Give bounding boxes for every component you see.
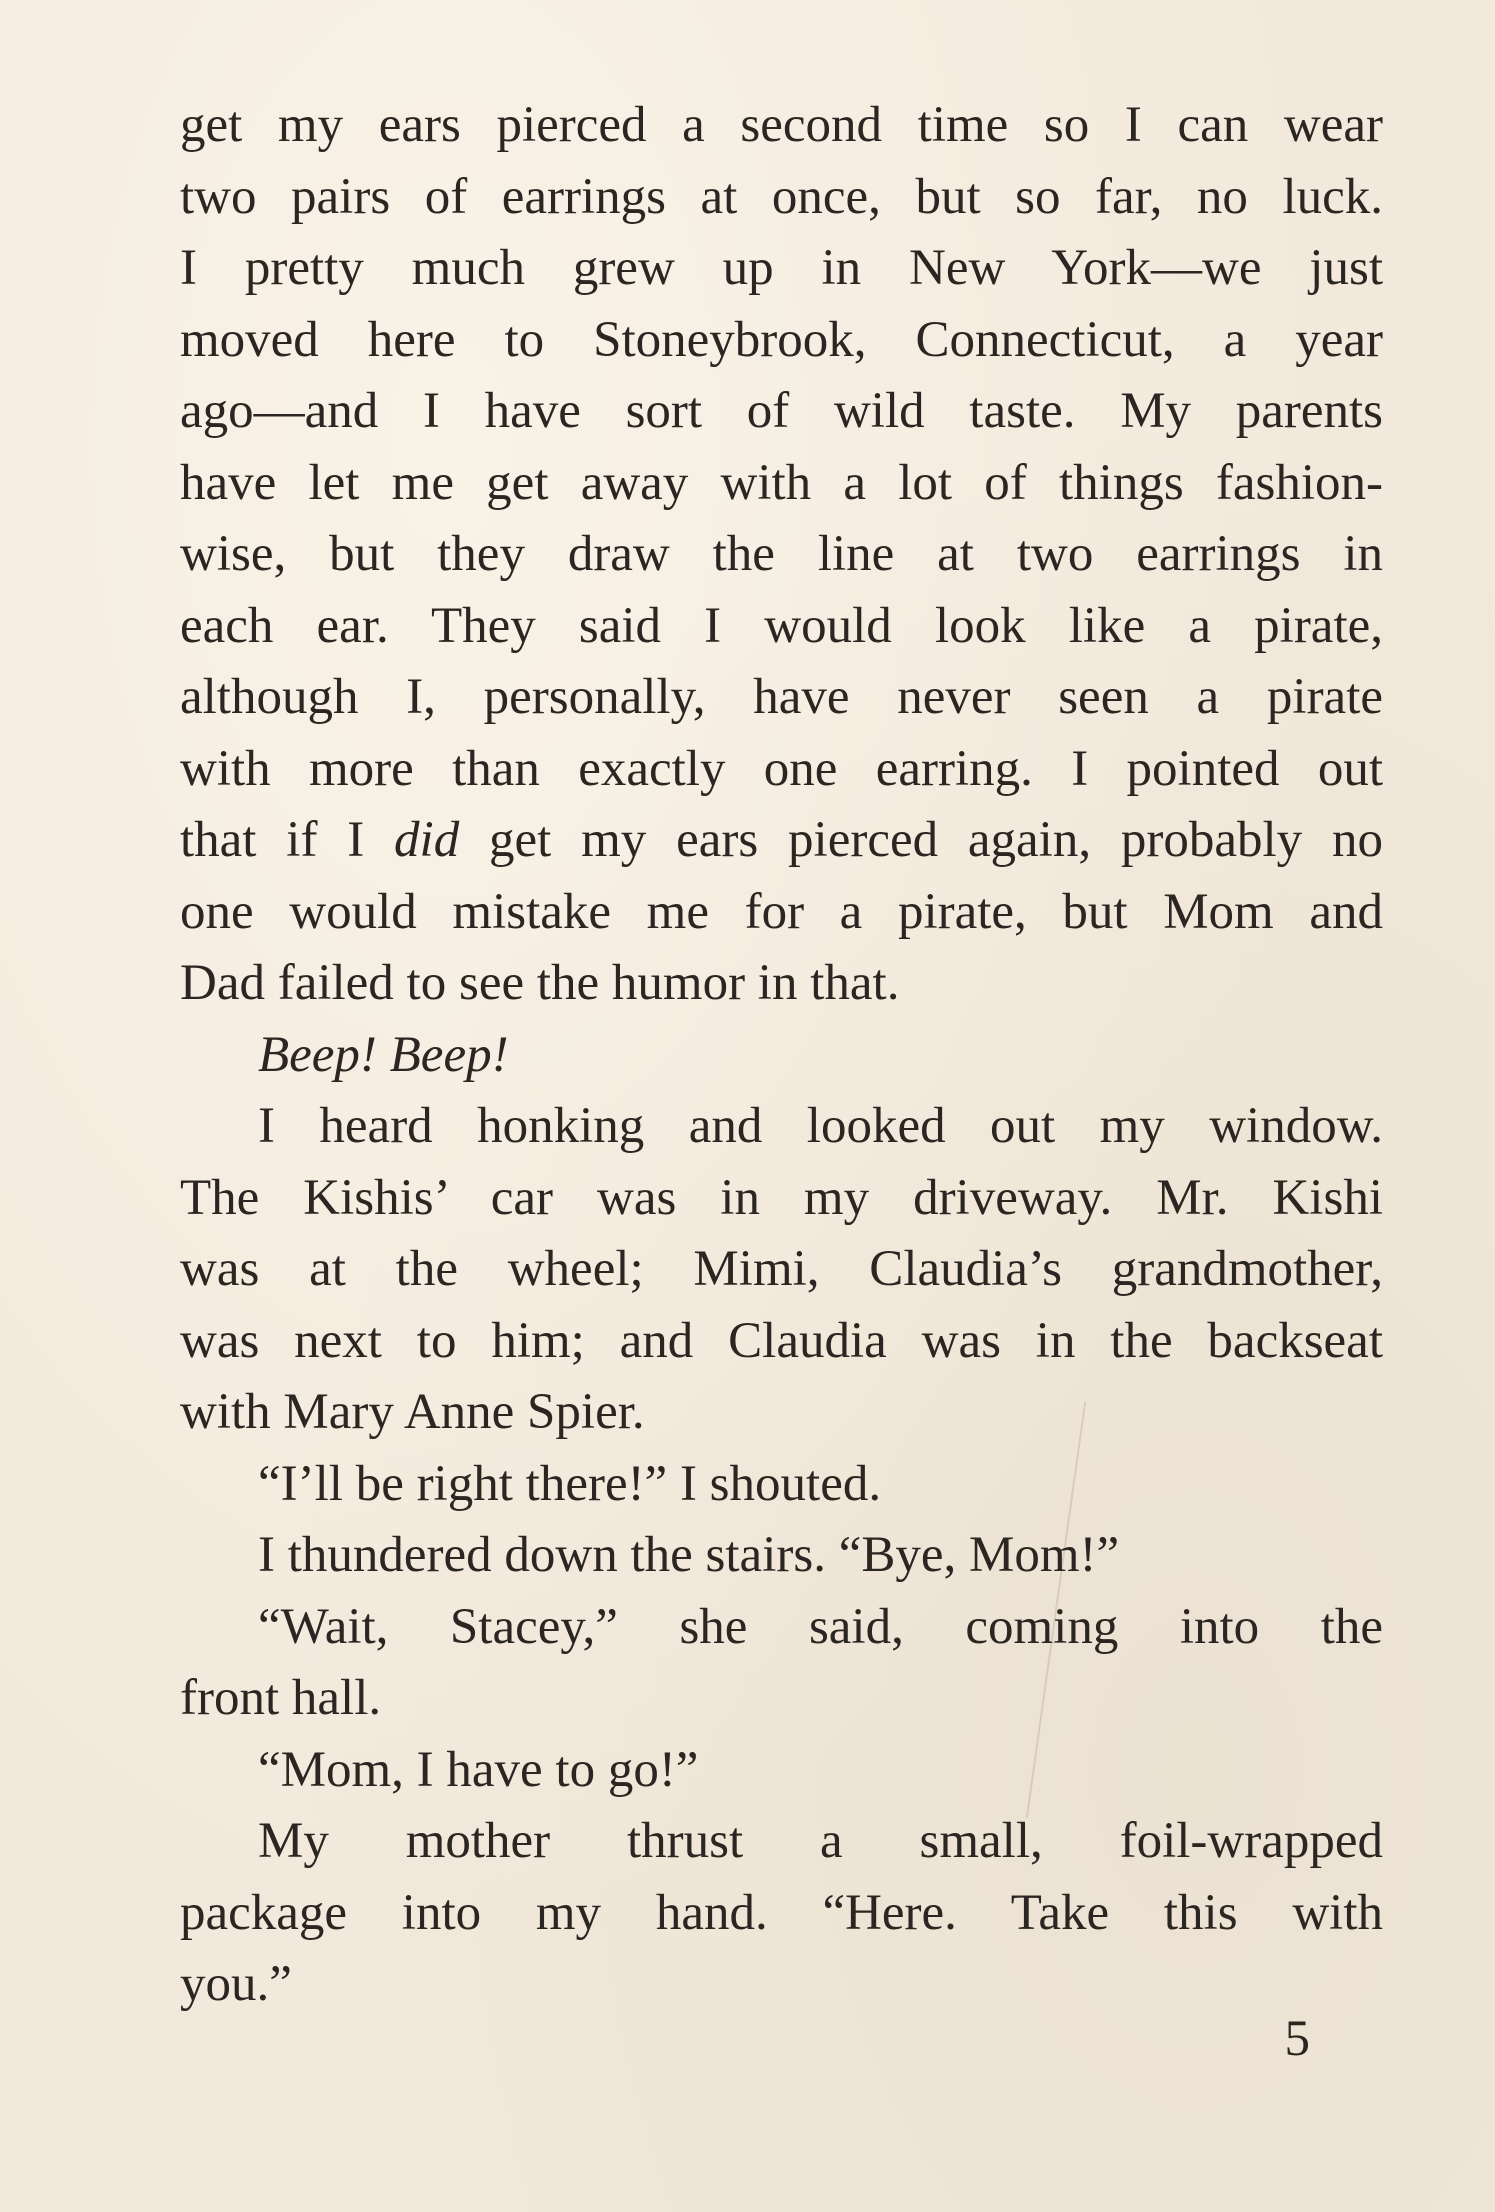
text-line: Dad failed to see the humor in that. bbox=[180, 955, 900, 1011]
text-line: have let me get away with a lot of things fashion- bbox=[180, 454, 1383, 511]
text-line: wise, but they draw the line at two earrings in bbox=[180, 526, 1383, 582]
text-line: My mother thrust a small, foil-wrapped bbox=[258, 1813, 1383, 1869]
text-line: get my ears pierced a second time so I can wear bbox=[180, 97, 1383, 153]
text-line: moved here to Stoneybrook, Connecticut, a year bbox=[180, 311, 1383, 368]
text-line: with more than exactly one earring. I pointed out bbox=[180, 740, 1383, 797]
text-segment: that if I bbox=[180, 812, 395, 868]
text-line: with Mary Anne Spier. bbox=[180, 1384, 645, 1440]
text-line: “I’ll be right there!” I shouted. bbox=[258, 1455, 882, 1512]
text-segment: get my ears pierced again, probably no bbox=[459, 812, 1383, 868]
text-line: front hall. bbox=[180, 1670, 382, 1726]
text-line: package into my hand. “Here. Take this with bbox=[180, 1884, 1383, 1941]
text-line: I heard honking and looked out my window. bbox=[258, 1098, 1383, 1154]
text-line: two pairs of earrings at once, but so far, no luck. bbox=[180, 168, 1383, 225]
emphasis-text: did bbox=[394, 812, 460, 868]
text-line: “Wait, Stacey,” she said, coming into the bbox=[258, 1598, 1383, 1655]
emphasis-text: Beep! Beep! bbox=[258, 1026, 509, 1083]
body-text bbox=[180, 90, 1383, 2021]
text-line: I pretty much grew up in New York—we just bbox=[180, 240, 1383, 296]
text-line: ago—and I have sort of wild taste. My parents bbox=[180, 383, 1383, 439]
text-line: I thundered down the stairs. “Bye, Mom!” bbox=[258, 1527, 1120, 1583]
text-line: although I, personally, have never seen a pirate bbox=[180, 669, 1383, 725]
text-line: was at the wheel; Mimi, Claudia’s grandmother, bbox=[180, 1241, 1383, 1297]
text-line: “Mom, I have to go!” bbox=[258, 1741, 699, 1798]
text-line: you.” bbox=[180, 1956, 292, 2012]
text-line: each ear. They said I would look like a pirate, bbox=[180, 597, 1383, 654]
text-line bbox=[180, 1020, 1383, 1092]
text-line: one would mistake me for a pirate, but Mom and bbox=[180, 883, 1383, 940]
text-line: The Kishis’ car was in my driveway. Mr. Kishi bbox=[180, 1169, 1383, 1226]
page-number: 5 bbox=[1284, 2011, 1310, 2067]
text-line bbox=[180, 805, 1383, 877]
text-line: was next to him; and Claudia was in the backseat bbox=[180, 1312, 1383, 1369]
